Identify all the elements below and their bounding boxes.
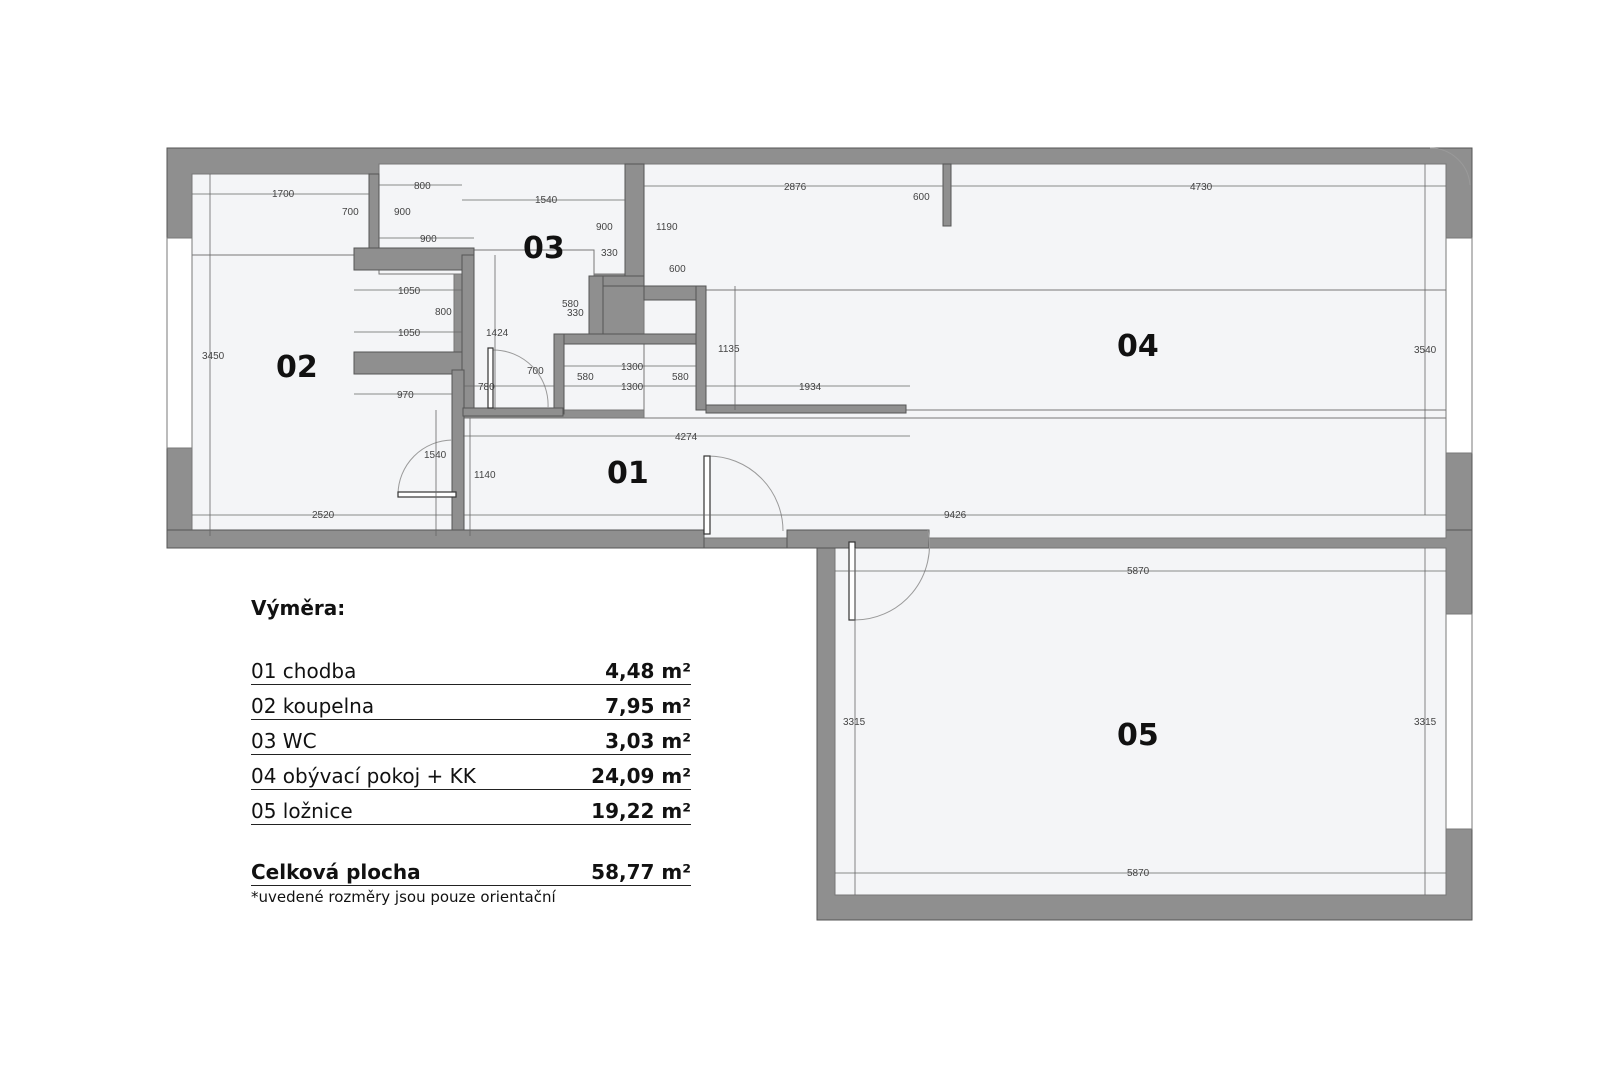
- dim-label: 580: [672, 372, 689, 383]
- area-row-label: 01 chodba: [251, 659, 357, 683]
- wall-segment: [354, 248, 474, 270]
- area-table: [251, 596, 691, 906]
- wall-segment: [452, 370, 464, 537]
- dim-label: 1300: [621, 382, 644, 393]
- dim-label: 900: [596, 222, 613, 233]
- dim-label: 800: [414, 181, 431, 192]
- area-row-label: 03 WC: [251, 729, 317, 753]
- window: [1446, 614, 1472, 829]
- wall-segment: [369, 174, 379, 254]
- dim-label: 5870: [1127, 566, 1150, 577]
- dim-label: 4730: [1190, 182, 1213, 193]
- wall-segment: [554, 334, 696, 344]
- dim-label: 1934: [799, 382, 822, 393]
- dim-label: 1190: [656, 222, 678, 233]
- dim-label: 4274: [675, 432, 698, 443]
- room-label-02: 02: [276, 350, 318, 385]
- area-row-label: 04 obývací pokoj + KK: [251, 764, 476, 788]
- dim-label: 700: [527, 366, 544, 377]
- area-row: [251, 720, 691, 755]
- room-label-01: 01: [607, 456, 649, 491]
- dim-label: 330: [567, 308, 584, 319]
- dim-label: 2876: [784, 182, 807, 193]
- dim-label: 1540: [424, 450, 447, 461]
- wall-segment: [354, 352, 462, 374]
- area-total-label: Celková plocha: [251, 860, 421, 884]
- door-leaf: [849, 542, 855, 620]
- dim-label: 900: [394, 207, 411, 218]
- dim-label: 800: [435, 307, 452, 318]
- area-row-value: 24,09 m²: [591, 764, 691, 788]
- dim-label: 1300: [621, 362, 644, 373]
- dim-label: 580: [562, 299, 579, 310]
- wall-segment: [625, 164, 644, 276]
- wall-segment: [787, 530, 929, 548]
- dim-label: 1050: [398, 286, 421, 297]
- area-row-value: 3,03 m²: [605, 729, 691, 753]
- area-total-row: [251, 851, 691, 886]
- dim-label: 1140: [474, 470, 496, 481]
- dim-label: 5870: [1127, 868, 1150, 879]
- door-leaf: [704, 456, 710, 534]
- wall-segment: [554, 334, 564, 414]
- dim-label: 1540: [535, 195, 558, 206]
- dim-label: 3540: [1414, 345, 1437, 356]
- dim-label: 580: [577, 372, 594, 383]
- area-total-value: 58,77 m²: [591, 860, 691, 884]
- wall-segment: [706, 405, 906, 413]
- dim-label: 2520: [312, 510, 335, 521]
- dim-label: 1135: [718, 344, 740, 355]
- wall-segment: [696, 286, 706, 410]
- area-row-label: 05 ložnice: [251, 799, 353, 823]
- dim-label: 3315: [843, 717, 866, 728]
- dim-label: 600: [669, 264, 686, 275]
- area-row: [251, 755, 691, 790]
- dim-label: 970: [397, 390, 414, 401]
- area-row: [251, 685, 691, 720]
- dim-label: 330: [601, 248, 618, 259]
- wall-segment: [589, 276, 603, 340]
- wall-segment: [463, 408, 563, 416]
- dim-label: 700: [342, 207, 359, 218]
- window: [167, 238, 192, 448]
- room-label-05: 05: [1117, 718, 1159, 753]
- dim-label: 600: [913, 192, 930, 203]
- area-row-value: 7,95 m²: [605, 694, 691, 718]
- dim-label: 3450: [202, 351, 225, 362]
- door-leaf: [488, 348, 493, 408]
- area-row-value: 19,22 m²: [591, 799, 691, 823]
- dim-label: 1700: [272, 189, 295, 200]
- dim-label: 1424: [486, 328, 509, 339]
- dim-label: 9426: [944, 510, 967, 521]
- wall-segment: [167, 530, 704, 548]
- area-row: [251, 790, 691, 825]
- area-row-value: 4,48 m²: [605, 659, 691, 683]
- area-row-label: 02 koupelna: [251, 694, 375, 718]
- room-label-03: 03: [523, 231, 565, 266]
- area-table-title: Výměra:: [251, 596, 346, 620]
- dim-label: 780: [478, 382, 495, 393]
- dim-label: 1050: [398, 328, 421, 339]
- dim-label: 900: [420, 234, 437, 245]
- wall-segment: [943, 164, 951, 226]
- area-row: [251, 650, 691, 685]
- room-label-04: 04: [1117, 329, 1159, 364]
- dim-label: 3315: [1414, 717, 1437, 728]
- window: [1446, 238, 1472, 453]
- door-leaf: [398, 492, 456, 497]
- area-note: *uvedené rozměry jsou pouze orientační: [251, 888, 556, 906]
